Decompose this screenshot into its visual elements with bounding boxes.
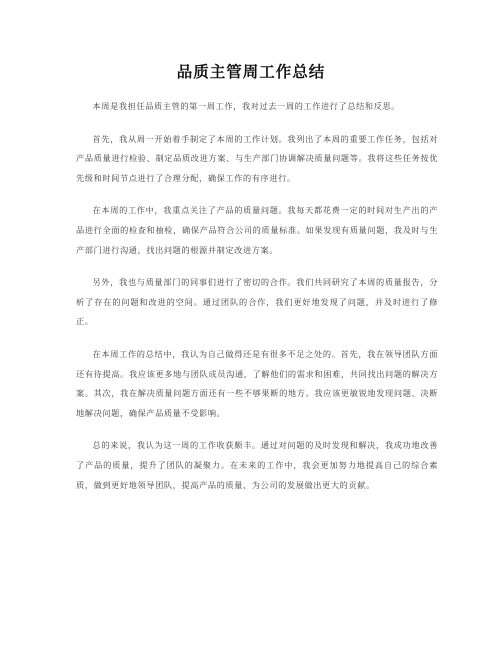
paragraph-1: 本周是我担任品质主管的第一周工作，我对过去一周的工作进行了总结和反思。 [92,101,401,111]
document-body [76,97,438,508]
document-title: 品质主管周工作总结 [176,63,326,81]
paragraph-6: 总的来说，我认为这一周的工作收获颇丰。通过对问题的及时发现和解决，我成功地改善了产品的质量，提升了团队的凝聚力。在未来的工作中，我会更加努力地提高自己的综合素质，做到更好地领导团队，提高产品的质量，为公司的发展做出更大的贡献。 [76,440,438,490]
paragraph-3: 在本周的工作中，我重点关注了产品的质量问题。我每天都花费一定的时间对生产出的产品进行全面的检查和抽检，确保产品符合公司的质量标准。如果发现有质量问题，我及时与生产部门进行沟通，找出问题的根源并制定改进方案。 [76,205,438,255]
paragraph-5: 在本周工作的总结中，我认为自己做得还是有很多不足之处的。首先，我在领导团队方面还有待提高。我应该更多地与团队成员沟通，了解他们的需求和困难，共同找出问题的解决方案。其次，我在解决质量问题方面还有一些不够果断的地方。我应该更敏锐地发现问题、决断地解决问题，确保产品质量不受影响。 [76,348,438,418]
paragraph-2: 首先，我从周一开始着手制定了本周的工作计划。我列出了本周的重要工作任务，包括对产品质量进行检验、制定品质改进方案、与生产部门协调解决质量问题等。我将这些任务按优先级和时间节点进行了合理分配，确保工作的有序进行。 [76,133,438,183]
paragraph-4: 另外，我也与质量部门的同事们进行了密切的合作。我们共同研究了本周的质量报告，分析了存在的问题和改进的空间。通过团队的合作，我们更好地发现了问题，并及时进行了修正。 [76,277,438,327]
